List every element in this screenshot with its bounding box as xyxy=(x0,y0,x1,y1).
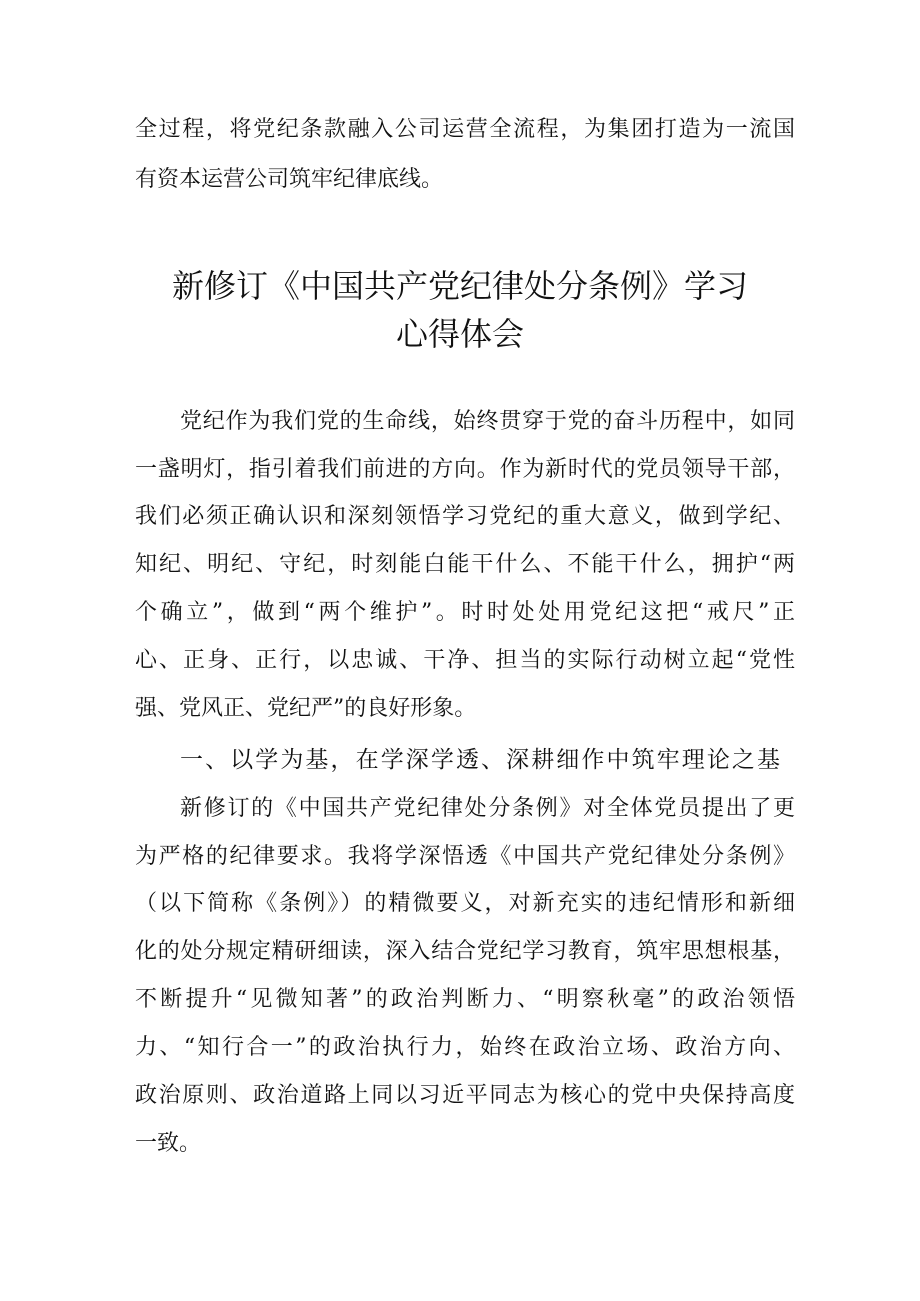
paragraph-1-line-1: 党纪作为我们党的生命线，始终贯穿于党的奋斗历程中，如同 xyxy=(180,409,795,434)
paragraph-1-line-3: 我们必须正确认识和深刻领悟学习党纪的重大意义，做到学纪、 xyxy=(135,504,795,529)
document-title-line-2: 心得体会 xyxy=(395,315,524,353)
document-title-line-1: 新修订《中国共产党纪律处分条例》学习 xyxy=(171,267,748,305)
paragraph-1-line-4: 知纪、明纪、守纪，时刻能白能干什么、不能干什么，拥护“两 xyxy=(135,552,795,577)
section-1-heading: 一、以学为基，在学深学透、深耕细作中筑牢理论之基 xyxy=(180,747,780,773)
paragraph-1-line-6: 心、正身、正行，以忠诚、干净、担当的实际行动树立起“党性 xyxy=(135,648,795,673)
section-1-line-2: 为严格的纪律要求。我将学深悟透《中国共产党纪律处分条例》 xyxy=(135,844,795,869)
paragraph-1-line-7: 强、党风正、党纪严”的良好形象。 xyxy=(135,696,477,721)
section-1-line-7: 政治原则、政治道路上同以习近平同志为核心的党中央保持高度 xyxy=(135,1083,795,1108)
paragraph-1-line-2: 一盏明灯，指引着我们前进的方向。作为新时代的党员领导干部， xyxy=(135,457,795,482)
section-1-line-1: 新修订的《中国共产党纪律处分条例》对全体党员提出了更 xyxy=(180,796,795,821)
section-1-line-5: 不断提升“见微知著”的政治判断力、“明察秋毫”的政治领悟 xyxy=(135,987,795,1012)
section-1-line-8: 一致。 xyxy=(135,1131,202,1156)
section-1-line-4: 化的处分规定精研细读，深入结合党纪学习教育，筑牢思想根基， xyxy=(135,939,795,964)
intro-line-2: 有资本运营公司筑牢纪律底线。 xyxy=(135,167,444,192)
section-1-line-6: 力、“知行合一”的政治执行力，始终在政治立场、政治方向、 xyxy=(135,1035,795,1060)
section-1-line-3: （以下简称《条例》）的精微要义，对新充实的违纪情形和新细 xyxy=(135,891,795,916)
paragraph-1-line-5: 个确立”，做到“两个维护”。时时处处用党纪这把“戒尺”正 xyxy=(135,600,795,625)
intro-line-1: 全过程，将党纪条款融入公司运营全流程，为集团打造为一流国 xyxy=(135,117,795,142)
